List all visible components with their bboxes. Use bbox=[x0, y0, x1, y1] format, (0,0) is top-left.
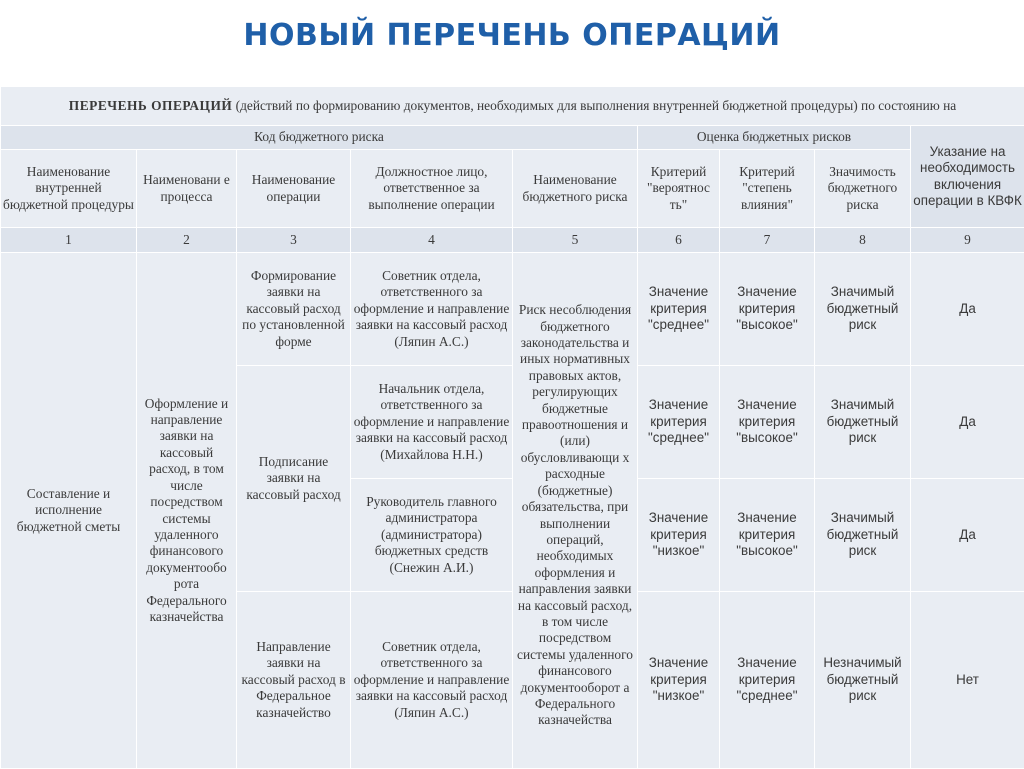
header-process: Наименовани е процесса bbox=[137, 150, 237, 228]
significance-cell: Значимый бюджетный риск bbox=[815, 479, 911, 592]
group-risk-code: Код бюджетного риска bbox=[1, 126, 638, 150]
significance-cell: Значимый бюджетный риск bbox=[815, 253, 911, 366]
col-number: 9 bbox=[911, 228, 1024, 253]
title-bar bbox=[0, 0, 1024, 84]
probability-cell: Значение критерия "среднее" bbox=[638, 253, 720, 366]
page-title: НОВЫЙ ПЕРЕЧЕНЬ ОПЕРАЦИЙ bbox=[0, 18, 1024, 53]
probability-cell: Значение критерия "среднее" bbox=[638, 366, 720, 479]
header-significance: Значимость бюджетного риска bbox=[815, 150, 911, 228]
caption-bold: ПЕРЕЧЕНЬ ОПЕРАЦИЙ bbox=[69, 98, 232, 113]
col-number: 4 bbox=[351, 228, 513, 253]
significance-cell: Значимый бюджетный риск bbox=[815, 366, 911, 479]
kvfk-cell: Да bbox=[911, 479, 1024, 592]
impact-cell: Значение критерия "среднее" bbox=[720, 592, 815, 769]
table-row bbox=[1, 253, 1024, 366]
risk-cell bbox=[513, 253, 638, 769]
impact-cell: Значение критерия "высокое" bbox=[720, 253, 815, 366]
col-number: 7 bbox=[720, 228, 815, 253]
risk-text: Риск несоблюдения бюджетного законодательства и иных нормативных правовых актов, регулирующих бюджетные правоотношения и (или) обусловливающи х расходные (бюджетные) обязательства, при выполнении операций, необходимых оформления и направления заявки на кассовый расход, в том числе посредством системы удаленного финансового документооборот а Федерального казначейства bbox=[515, 302, 635, 729]
operation-cell: Подписание заявки на кассовый расход bbox=[237, 366, 351, 592]
col-number: 5 bbox=[513, 228, 638, 253]
header-operation: Наименование операции bbox=[237, 150, 351, 228]
probability-cell: Значение критерия "низкое" bbox=[638, 592, 720, 769]
official-cell: Советник отдела, ответственного за оформление и направление заявки на кассовый расход (Ляпин А.С.) bbox=[351, 253, 513, 366]
col-number: 3 bbox=[237, 228, 351, 253]
operations-table bbox=[0, 86, 1024, 769]
group-header-row bbox=[1, 126, 1024, 150]
header-probability: Критерий "вероятнос ть" bbox=[638, 150, 720, 228]
column-number-row bbox=[1, 228, 1024, 253]
column-header-row bbox=[1, 150, 1024, 228]
header-kvfk: Указание на необходимость включения операции в КВФК bbox=[911, 126, 1024, 228]
official-cell: Советник отдела, ответственного за оформление и направление заявки на кассовый расход (Ляпин А.С.) bbox=[351, 592, 513, 769]
header-impact: Критерий "степень влияния" bbox=[720, 150, 815, 228]
caption-row bbox=[1, 87, 1024, 126]
operation-cell: Направление заявки на кассовый расход в Федеральное казначейство bbox=[237, 592, 351, 769]
probability-cell: Значение критерия "низкое" bbox=[638, 479, 720, 592]
official-cell: Руководитель главного администратора (администратора) бюджетных средств (Снежин А.И.) bbox=[351, 479, 513, 592]
group-risk-assessment: Оценка бюджетных рисков bbox=[638, 126, 911, 150]
official-cell: Начальник отдела, ответственного за оформление и направление заявки на кассовый расход (Михайлова Н.Н.) bbox=[351, 366, 513, 479]
header-risk-name: Наименование бюджетного риска bbox=[513, 150, 638, 228]
col-number: 1 bbox=[1, 228, 137, 253]
header-official: Должностное лицо, ответственное за выполнение операции bbox=[351, 150, 513, 228]
kvfk-cell: Нет bbox=[911, 592, 1024, 769]
kvfk-cell: Да bbox=[911, 253, 1024, 366]
table-caption bbox=[1, 87, 1024, 126]
kvfk-cell: Да bbox=[911, 366, 1024, 479]
process-text: Оформление и направление заявки на кассовый расход, в том числе посредством системы удаленного финансового документообо рота Федерального казначейства bbox=[145, 396, 228, 624]
procedure-cell: Составление и исполнение бюджетной сметы bbox=[1, 253, 137, 769]
process-cell bbox=[137, 253, 237, 769]
header-procedure: Наименование внутренней бюджетной процедуры bbox=[1, 150, 137, 228]
col-number: 2 bbox=[137, 228, 237, 253]
operation-cell: Формирование заявки на кассовый расход по установленной форме bbox=[237, 253, 351, 366]
significance-cell: Незначимый бюджетный риск bbox=[815, 592, 911, 769]
impact-cell: Значение критерия "высокое" bbox=[720, 479, 815, 592]
col-number: 8 bbox=[815, 228, 911, 253]
caption-rest: (действий по формированию документов, необходимых для выполнения внутренней бюджетной процедуры) по состоянию на bbox=[236, 98, 957, 113]
impact-cell: Значение критерия "высокое" bbox=[720, 366, 815, 479]
col-number: 6 bbox=[638, 228, 720, 253]
